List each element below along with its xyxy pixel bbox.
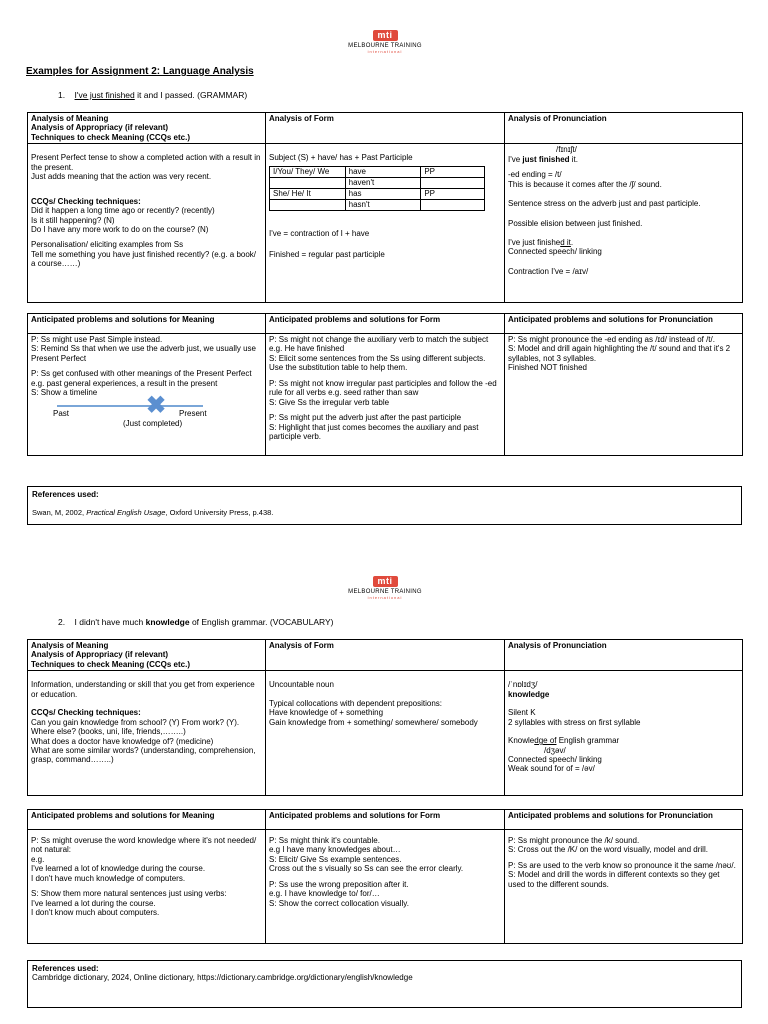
logo-subtitle: international (367, 49, 403, 55)
analysis-table-2: Analysis of Meaning Analysis of Appropriacy (if relevant) Techniques to check Meaning (CCQs etc.) Analysis of Form Analysis of Pronunciation Information, understanding or skill that you get from experience or education. CCQs/ Checking techniques: Can you gain knowledge from school? (Y) From work? (Y). Where else? (books, uni, life, friends,……..) What does a doctor have knowledge of? (medicine) What are some similar words? (understanding, comprehension, grasp, command……..) Uncountable noun Typical collocations with dependent prepositions: Have knowledge of + something Gain knowledge from + something/ somewhere/ somebody /ˈnɒlɪdʒ/ knowledge Silent K 2 syllables with stress on first syllable Knowledge of English grammar /dʒəv/ Connected speech/ linking Weak sound for of = /əv/ (27, 639, 743, 796)
pronunciation-cell-2: /ˈnɒlɪdʒ/ knowledge Silent K 2 syllables with stress on first syllable Knowledge of English grammar /dʒəv/ Connected speech/ linking Weak sound for of = /əv/ (505, 671, 743, 796)
problems-table-2: Anticipated problems and solutions for Meaning Anticipated problems and solutions for Form Anticipated problems and solutions for Pronunciation P: Ss might overuse the word knowledge where it's not needed/ not natural: e.g. I've learned a lot of knowledge during the course. I don't have much knowledge of computers. S: Show them more natural sentences just using verbs: I've learned a lot during the course. I don't know much about computers. P: Ss might think it's countable. e.g I have many knowledges about… S: Elicit/ Give Ss example sentences. Cross out the s visually so Ss can see the error clearly. P: Ss use the wrong preposition after it. e.g. I have knowledge to/ for/… S: Show the correct collocation visually. P: Ss might pronounce the /k/ sound. S: Cross out the /K/ on the word visually, model and drill. P: Ss are used to the verb know so pronounce it the same /nəʊ/. S: Model and drill the words in different contexts so they get used to the different sounds. (27, 809, 743, 944)
problems-pronunciation-cell-2: P: Ss might pronounce the /k/ sound. S: Cross out the /K/ on the word visually, model and drill. P: Ss are used to the verb know so pronounce it the same /nəʊ/. S: Model and drill the words in different contexts so they get used to the different sounds. (505, 830, 743, 944)
meaning-cell: Present Perfect tense to show a completed action with a result in the present. Just adds meaning that the action was very recent. CCQs/ Checking techniques: Did it happen a long time ago or recently? (recently) Is it still happening? (N) Do I have any more work to do on the course? (N) Personalisation/ eliciting examples from Ss Tell me something you have just finished recently? (e.g. a book/ a course……) (28, 144, 266, 303)
problems-form-cell: P: Ss might not change the auxiliary verb to match the subject e.g. He have finished S: Elicit some sentences from the Ss using different subjects. Use the substitution table to help them. P: Ss might not know irregular past participles and follow the -ed rule for all verbs e.g. seed rather than saw S: Give Ss the irregular verb table P: Ss might put the adverb just after the past participle S: Highlight that just comes becomes the auxiliary and past participle verb. (266, 334, 505, 456)
timeline-line (57, 405, 203, 407)
reference-text-1: Swan, M, 2002, Practical English Usage, Oxford University Press, p.438. (32, 508, 274, 518)
problems-pronunciation-header: Anticipated problems and solutions for Pronunciation (505, 314, 743, 334)
example-sentence-1: 1. I've just finished it and I passed. (GRAMMAR) (58, 90, 248, 100)
timeline-cross-icon: ✖ (146, 391, 167, 419)
problems-meaning-cell: P: Ss might use Past Simple instead. S: Remind Ss that when we use the adverb just, we usually use Present Perfect P: Ss get confused with other meanings of the Present Perfect e.g. past general experiences, a result in the present S: Show a timeline ✖ Past Present (Just completed) (28, 334, 266, 456)
form-header: Analysis of Form (266, 113, 505, 144)
example-sentence-2: 2. I didn't have much knowledge of English grammar. (VOCABULARY) (58, 617, 334, 627)
pronunciation-cell: /fɪnɪʃt/ I've just finished it. -ed ending = /t/ This is because it comes after the /ʃ/ sound. Sentence stress on the adverb just and past participle. Possible elision between just finished. I've just finished it. Connected speech/ linking Contraction I've = /aɪv/ (505, 144, 743, 303)
meaning-header: Analysis of Meaning Analysis of Appropriacy (if relevant) Techniques to check Meaning (CCQs etc.) (28, 113, 266, 144)
logo-page-2: mti MELBOURNE TRAINING international (348, 576, 422, 601)
timeline: ✖ Past Present (Just completed) (53, 391, 207, 428)
form-cell: Subject (S) + have/ has + Past Participle I/You/ They/ We have PP haven't She/ He/ It has PP hasn't I've = contraction of I + have Finished = regular past participle (266, 144, 505, 303)
pronunciation-header: Analysis of Pronunciation (505, 113, 743, 144)
references-box-2: References used: Cambridge dictionary, 2024, Online dictionary, https://dictionary.cambridge.org/dictionary/english/knowledge (27, 960, 742, 1008)
page-title: Examples for Assignment 2: Language Analysis (26, 66, 254, 77)
logo-name: MELBOURNE TRAINING (348, 43, 422, 49)
logo-mark: mti (373, 30, 398, 41)
form-cell-2: Uncountable noun Typical collocations with dependent prepositions: Have knowledge of + something Gain knowledge from + something/ somewhere/ somebody (266, 671, 505, 796)
problems-meaning-header: Anticipated problems and solutions for Meaning (28, 314, 266, 334)
problems-table-1 (27, 313, 743, 456)
problems-pronunciation-cell: P: Ss might pronounce the -ed ending as /ɪd/ instead of /t/. S: Model and drill again highlighting the /t/ sound and that it's 2 syllables, not 3 syllables. Finished NOT finished (505, 334, 743, 456)
problems-form-cell-2: P: Ss might think it's countable. e.g I have many knowledges about… S: Elicit/ Give Ss example sentences. Cross out the s visually so Ss can see the error clearly. P: Ss use the wrong preposition after it. e.g. I have knowledge to/ for/… S: Show the correct collocation visually. (266, 830, 505, 944)
references-box-1: References used: Swan, M, 2002, Practical English Usage, Oxford University Press, p.438. (27, 486, 742, 525)
reference-text-2: Cambridge dictionary, 2024, Online dictionary, https://dictionary.cambridge.org/dictionary/english/knowledge (32, 973, 413, 983)
logo (340, 30, 430, 55)
problems-form-header: Anticipated problems and solutions for Form (266, 314, 505, 334)
meaning-cell-2: Information, understanding or skill that you get from experience or education. CCQs/ Checking techniques: Can you gain knowledge from school? (Y) From work? (Y). Where else? (books, uni, life, friends,……..) What does a doctor have knowledge of? (medicine) What are some similar words? (understanding, comprehension, grasp, command……..) (28, 671, 266, 796)
analysis-table-1 (27, 112, 743, 303)
problems-meaning-cell-2: P: Ss might overuse the word knowledge where it's not needed/ not natural: e.g. I've learned a lot of knowledge during the course. I don't have much knowledge of computers. S: Show them more natural sentences just using verbs: I've learned a lot during the course. I don't know much about computers. (28, 830, 266, 944)
substitution-table: I/You/ They/ We have PP haven't She/ He/ It has PP hasn't (269, 166, 485, 211)
